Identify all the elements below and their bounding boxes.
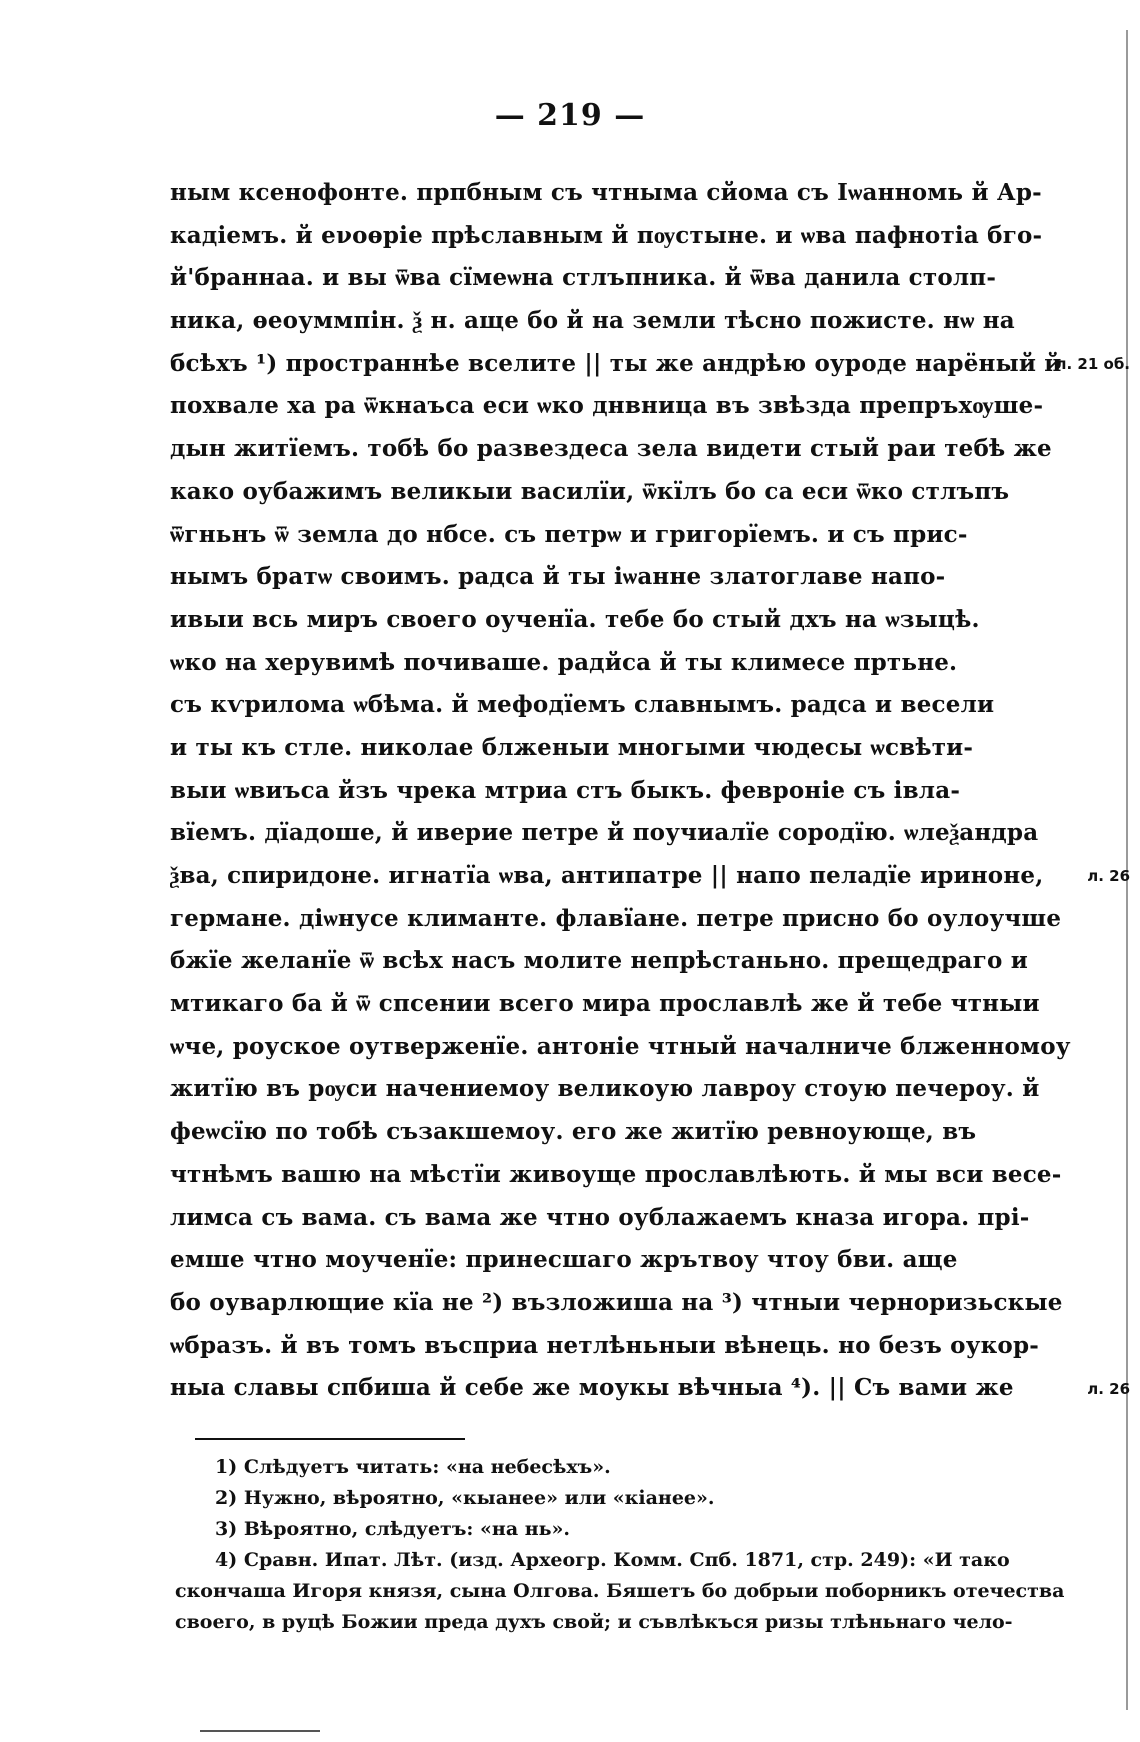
text-line: ѡче, роуское оутверженїе. антоніе чтный началниче блженномоу [170, 1032, 1071, 1060]
margin-note: л. 21 об. [1055, 354, 1130, 373]
text-line: нымъ братѡ своимъ. радса й ты іѡанне златоглаве напо- [170, 563, 946, 591]
text-line: мтикаго ба й ѿ спсении всего мира прославлѣ же й тебе чтныи [170, 990, 1040, 1018]
text-line: съ кѵрилома ѡбѣма. й мефодїемъ славнымъ. радса и весели [170, 691, 995, 719]
text-line: бжїе желанїе ѿ всѣх насъ молите непрѣстаньно. прещедраго и [170, 947, 1028, 975]
text-line: дын житїемъ. тобѣ бо развездеса зела видети стый раи тебѣ же [170, 435, 1052, 463]
text-line: выи ѡвиъса йзъ чрека мтриа стъ быкъ. февроніе съ івла- [170, 776, 961, 804]
text-line: и ты къ стле. николае блженыи многыми чюдесы ѡсвѣти- [170, 733, 974, 761]
text-line: емше чтно моученїе: принесшаго жрътвоу чтоу бви. аще [170, 1246, 958, 1274]
text-line: чтнѣмъ вашю на мѣстїи живоуще прославлѣють. й мы вси весе- [170, 1160, 1062, 1188]
text-line: житїю въ рѹси начениемоу великоую лавроу стоую печероу. й [170, 1075, 1040, 1103]
text-line: ѯва, спиридоне. игнатїа ѡва, антипатре || напо пеладїе ириноне, [170, 862, 1044, 889]
footnote: скончаша Игоря князя, сына Олгова. Бяшетъ бо добрыи поборникъ отечества [175, 1580, 1065, 1602]
margin-note: л. 26 [1087, 867, 1130, 886]
footnote: 1) Слѣдуетъ читать: «на небесѣхъ». [215, 1456, 611, 1478]
text-line: ѡбразъ. й въ томъ въсприа нетлѣньныи вѣнець. но безъ оукор- [170, 1331, 1039, 1359]
footnote: своего, в руцѣ Божии преда духъ свой; и съвлѣкъся ризы тлѣньнаго чело- [175, 1611, 1013, 1633]
text-line: вїемъ. дїадоше, й иверие петре й поучиалїе сородїю. ѡлеѯандра [170, 819, 1039, 847]
text-line: како оубажимъ великыи василїи, ѿкїлъ бо са еси ѿко стлъпъ [170, 477, 1010, 505]
text-line: бсѣхъ ¹) пространнѣе вселите || ты же андрѣю оуроде нарёный й [170, 349, 1062, 377]
text-line: похвале ха ра ѿкнаъса еси ѡко днвница въ звѣзда препръхѹше- [170, 392, 1044, 420]
text-line: кадіемъ. й еνоѳріе прѣславным й пѹстыне. и ѡва пафнотіа бго- [170, 221, 1043, 249]
page-number: — 219 — [494, 98, 646, 133]
footnote: 2) Нужно, вѣроятно, «кыанее» или «кіанее». [215, 1487, 715, 1509]
text-line: ныа славы спбиша й себе же моукы вѣчныа ⁴). || Съ вами же [170, 1374, 1014, 1402]
bottom-rule [200, 1730, 320, 1734]
body-text [170, 172, 1075, 1410]
text-line: ника, ѳеоуммпін. ѯ н. аще бо й на земли тѣсно пожисте. нѡ на [170, 307, 1015, 335]
footnote: 3) Вѣроятно, слѣдуетъ: «на нь». [215, 1518, 571, 1540]
footnotes [175, 1452, 1075, 1638]
margin-note: л. 26 [1087, 1379, 1130, 1398]
text-line: лимса съ вама. съ вама же чтно оублажаемъ кназа игора. прі- [170, 1203, 1030, 1231]
footnote-rule [195, 1438, 465, 1440]
text-line: ѡко на херувимѣ почиваше. радйса й ты климесе пртьне. [170, 648, 958, 676]
text-line: й'браннаа. и вы ѿва сїмеѡна стлъпника. й ѿва данила столп- [170, 264, 997, 292]
footnote: 4) Сравн. Ипат. Лѣт. (изд. Археогр. Комм. Спб. 1871, стр. 249): «И тако [215, 1549, 1010, 1571]
text-line: ѿгньнъ ѿ земла до нбсе. съ петрѡ и григорїемъ. и съ прис- [170, 520, 968, 548]
text-line: германе. діѡнусе климанте. флавїане. петре присно бо оулоучше [170, 904, 1062, 932]
text-line: ным ксенофонте. прпбным съ чтныма сйома съ Іѡанномь й Ар- [170, 179, 1042, 206]
text-line: феѡсїю по тобѣ съзакшемоу. его же житїю ревноующе, въ [170, 1118, 977, 1146]
text-line: бо оуварлющие кїа не ²) възложиша на ³) чтныи черноризьскые [170, 1288, 1063, 1316]
text-line: ивыи всь миръ своего оученїа. тебе бо стый дхъ на ѡзыцѣ. [170, 605, 980, 633]
